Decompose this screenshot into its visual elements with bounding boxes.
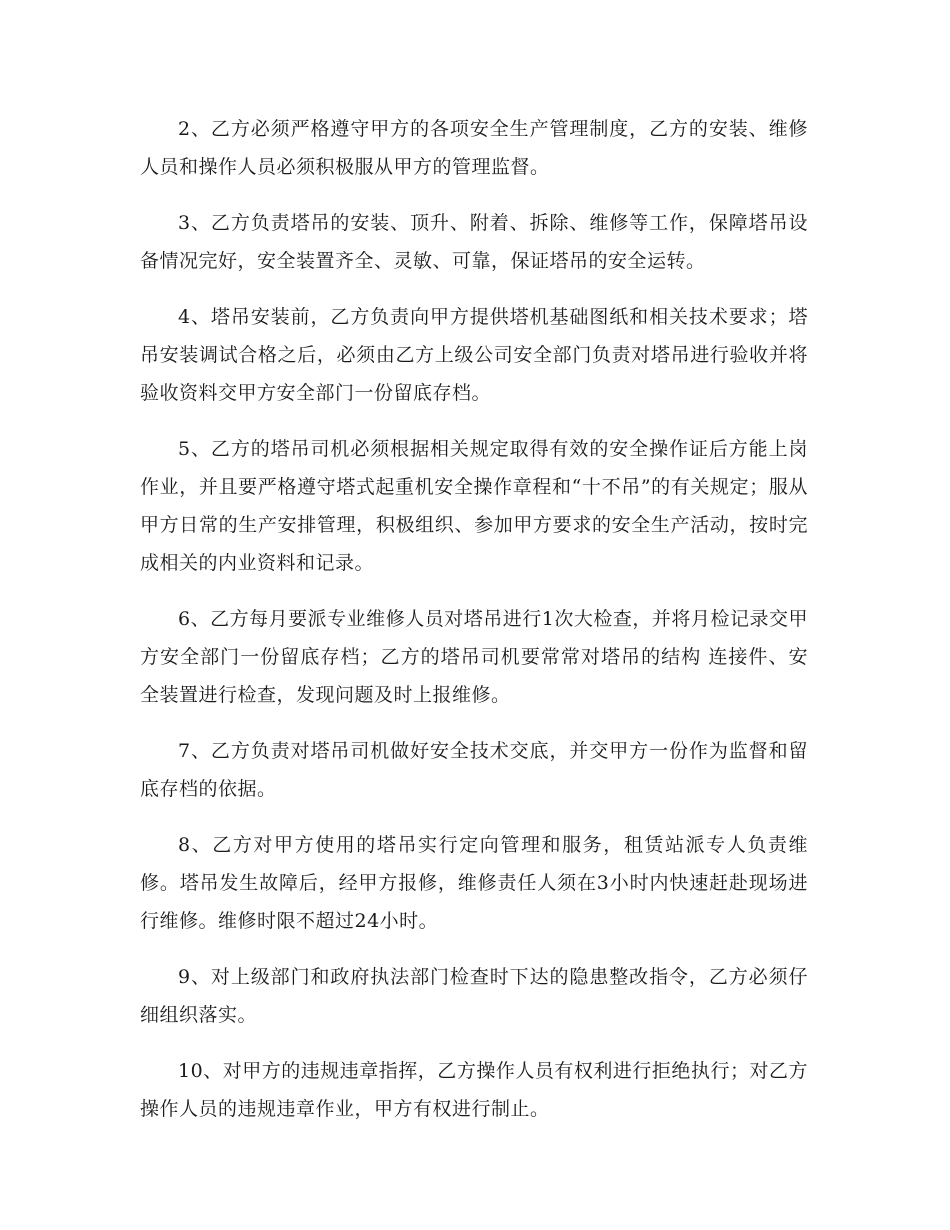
clause-6: 6、乙方每月要派专业维修人员对塔吊进行1次大检查，并将月检记录交甲方安全部门一份留底存档；乙方的塔吊司机要常常对塔吊的结构 连接件、安全装置进行检查，发现问题及时上报维修。 [140, 608, 808, 706]
clause-9: 9、对上级部门和政府执法部门检查时下达的隐患整改指令，乙方必须仔细组织落实。 [140, 966, 808, 1026]
clause-3: 3、乙方负责塔吊的安装、顶升、附着、拆除、维修等工作，保障塔吊设备情况完好，安全装置齐全、灵敏、可靠，保证塔吊的安全运转。 [140, 212, 808, 272]
document-body [140, 110, 808, 1146]
clause-7: 7、乙方负责对塔吊司机做好安全技术交底，并交甲方一份作为监督和留底存档的依据。 [140, 740, 808, 800]
clause-5: 5、乙方的塔吊司机必须根据相关规定取得有效的安全操作证后方能上岗作业，并且要严格遵守塔式起重机安全操作章程和“十不吊”的有关规定；服从甲方日常的生产安排管理，积极组织、参加甲方要求的安全生产活动，按时完成相关的内业资料和记录。 [140, 438, 808, 574]
clause-4: 4、塔吊安装前，乙方负责向甲方提供塔机基础图纸和相关技术要求；塔吊安装调试合格之后，必须由乙方上级公司安全部门负责对塔吊进行验收并将验收资料交甲方安全部门一份留底存档。 [140, 306, 808, 404]
clause-10: 10、对甲方的违规违章指挥，乙方操作人员有权利进行拒绝执行；对乙方操作人员的违规违章作业，甲方有权进行制止。 [140, 1060, 808, 1120]
clause-2: 2、乙方必须严格遵守甲方的各项安全生产管理制度，乙方的安装、维修人员和操作人员必须积极服从甲方的管理监督。 [140, 118, 808, 178]
clause-8: 8、乙方对甲方使用的塔吊实行定向管理和服务，租赁站派专人负责维修。塔吊发生故障后，经甲方报修，维修责任人须在3小时内快速赶赴现场进行维修。维修时限不超过24小时。 [140, 834, 808, 932]
